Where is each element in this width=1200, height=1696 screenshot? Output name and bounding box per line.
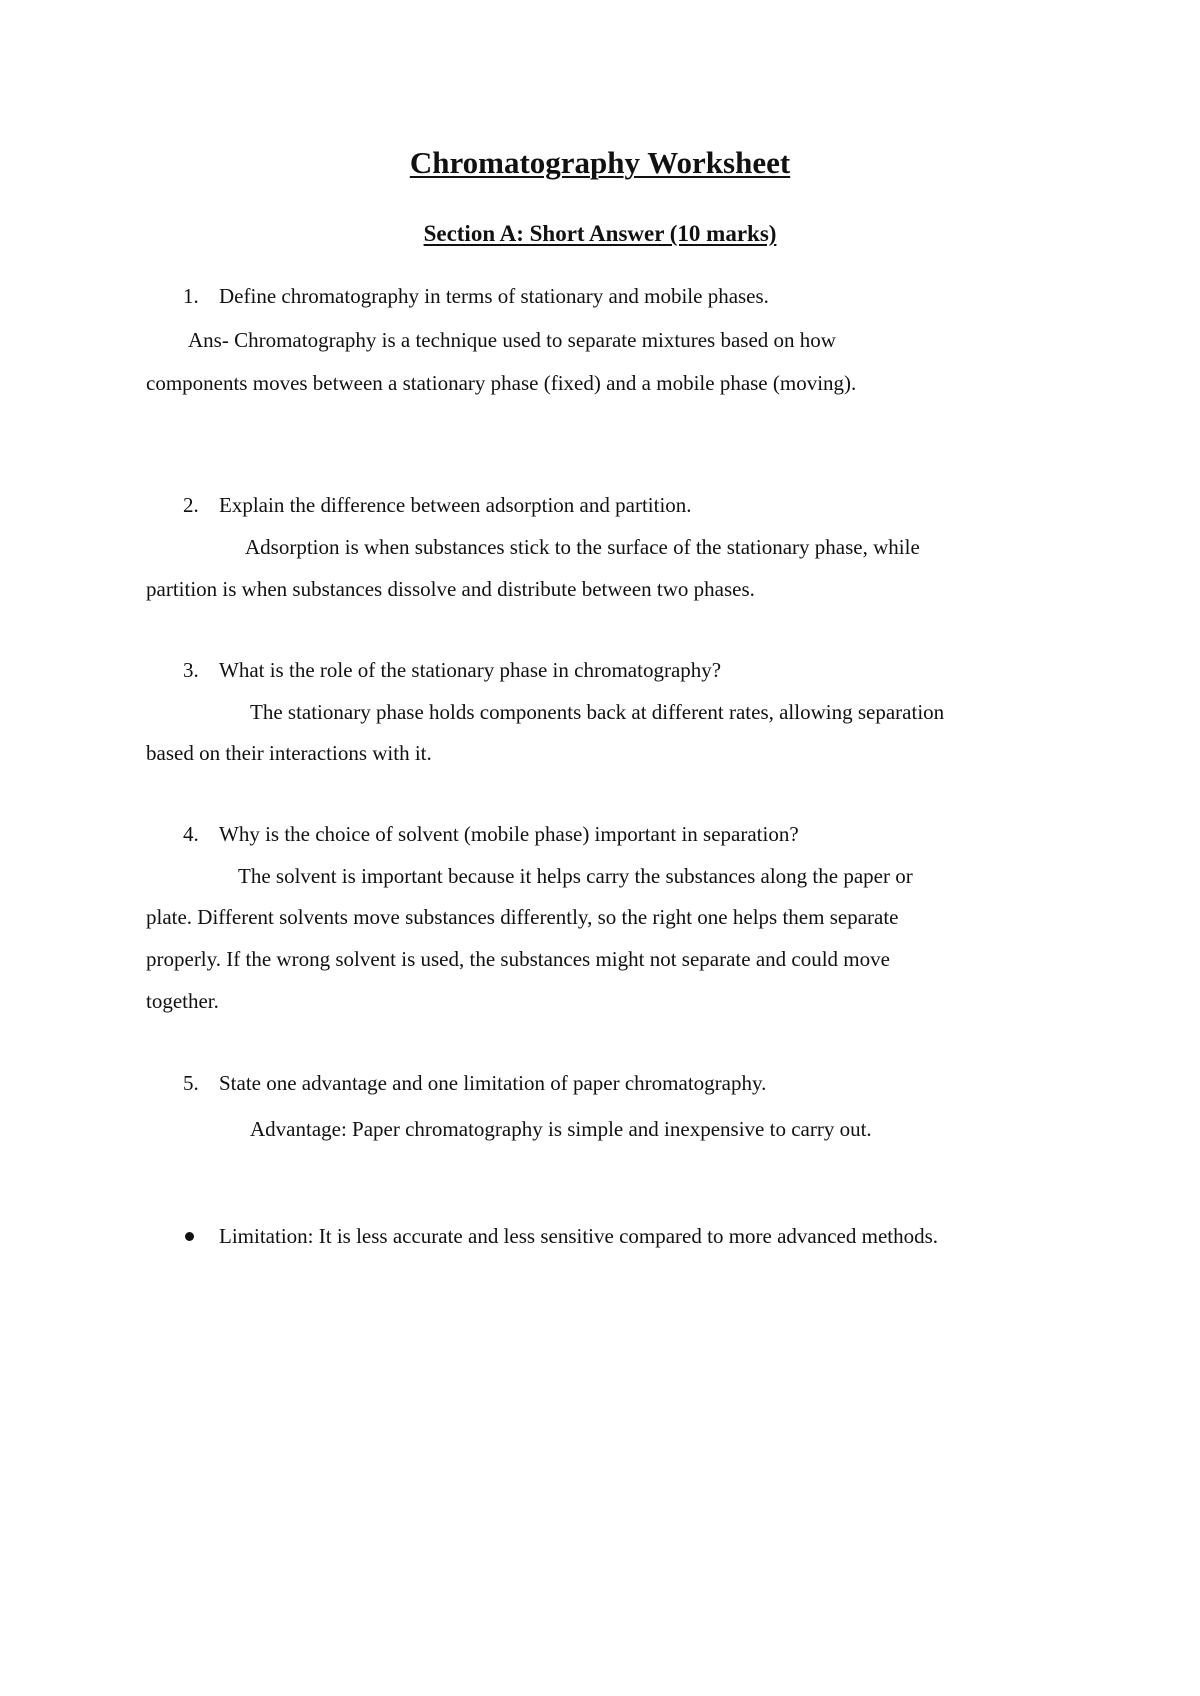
answer-2-line-2: partition is when substances dissolve and distribute between two phases. — [146, 577, 755, 601]
question-1-text: Define chromatography in terms of stationary and mobile phases. — [219, 284, 769, 308]
question-2-text: Explain the difference between adsorption and partition. — [219, 493, 692, 517]
question-3-number: 3. — [183, 658, 199, 682]
answer-1-line-2: components moves between a stationary phase (fixed) and a mobile phase (moving). — [146, 371, 857, 395]
question-5-text: State one advantage and one limitation of paper chromatography. — [219, 1071, 767, 1095]
answer-4-line-4: together. — [146, 989, 219, 1013]
question-5-number: 5. — [183, 1071, 199, 1095]
answer-4-line-2: plate. Different solvents move substances differently, so the right one helps them separate — [146, 905, 899, 929]
question-3-text: What is the role of the stationary phase in chromatography? — [219, 658, 722, 682]
answer-4-line-1: The solvent is important because it helps carry the substances along the paper or — [238, 864, 913, 888]
answer-5-line-1: Advantage: Paper chromatography is simple and inexpensive to carry out. — [250, 1117, 872, 1141]
question-4-text: Why is the choice of solvent (mobile phase) important in separation? — [219, 822, 799, 846]
answer-3-line-1: The stationary phase holds components back at different rates, allowing separation — [250, 700, 945, 724]
answer-4-line-3: properly. If the wrong solvent is used, the substances might not separate and could move — [146, 947, 890, 971]
section-heading: Section A: Short Answer (10 marks) — [423, 221, 777, 246]
answer-2-line-1: Adsorption is when substances stick to the surface of the stationary phase, while — [245, 535, 920, 559]
bullet-item-text: Limitation: It is less accurate and less sensitive compared to more advanced methods. — [219, 1224, 939, 1248]
answer-1-line-1: Ans- Chromatography is a technique used to separate mixtures based on how — [188, 328, 836, 352]
page-title: Chromatography Worksheet — [409, 145, 791, 180]
question-4-number: 4. — [183, 822, 199, 846]
bullet-icon — [185, 1232, 194, 1241]
answer-3-line-2: based on their interactions with it. — [146, 741, 432, 765]
question-1-number: 1. — [183, 284, 199, 308]
question-2-number: 2. — [183, 493, 199, 517]
